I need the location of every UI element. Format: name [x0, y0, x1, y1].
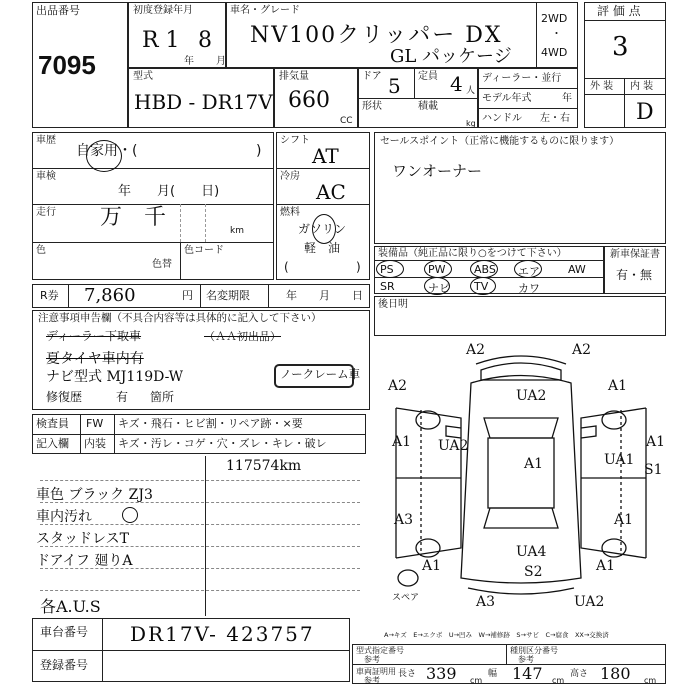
- dealer-label: ディーラー・並行: [482, 73, 562, 84]
- displacement-value: 660: [288, 88, 330, 113]
- capacity-label: 定員: [418, 71, 438, 82]
- notes-label: 注意事項申告欄（不具合内容等は具体的に記入して下さい）: [38, 312, 322, 324]
- equip-item: PS: [380, 263, 394, 276]
- interior-grade: D: [636, 100, 654, 125]
- interior-label: 内 装: [630, 81, 654, 92]
- drive-4wd: 4WD: [541, 46, 568, 59]
- latter-box: [374, 296, 666, 336]
- category-label: 種別区分番号: [510, 646, 558, 655]
- equip-item: ABS: [474, 263, 496, 276]
- model-year-unit: 年: [562, 93, 572, 104]
- equip-circle: [470, 260, 498, 278]
- damage-mark: A2: [466, 342, 486, 358]
- gasoline-circle: [312, 214, 336, 244]
- exterior-label: 外 装: [590, 81, 614, 92]
- name-change-label: 名変期限: [206, 289, 250, 302]
- equip-item: SR: [380, 280, 395, 293]
- reg-no-label: 登録番号: [40, 658, 89, 672]
- handle-label: ハンドル: [482, 113, 522, 124]
- damage-mark: A1: [524, 456, 544, 472]
- repair-paren: 箇所: [150, 390, 175, 404]
- equip-circle: [424, 277, 450, 295]
- damage-mark: A1: [392, 434, 412, 450]
- model-label: 車名・グレード: [230, 5, 300, 16]
- model-code: HBD - DR17V: [134, 90, 273, 114]
- struck-dealer: ディーラー下取車: [46, 329, 142, 343]
- doors-value: 5: [388, 74, 401, 98]
- width-value: 147: [512, 664, 543, 683]
- latter-label: 後日明: [378, 299, 408, 310]
- color-change-label: 色替: [152, 259, 172, 270]
- length-value: 339: [426, 664, 457, 683]
- car-damage-diagram: [376, 338, 666, 608]
- equip-item: エア: [518, 265, 540, 278]
- damage-mark: UA4: [516, 544, 547, 560]
- drive-dot: ・: [551, 27, 562, 40]
- load-label: 積載: [418, 101, 438, 112]
- interior-items-label: 内装: [84, 437, 106, 450]
- length-cm: cm: [470, 676, 483, 685]
- sales-point-value: ワンオーナー: [392, 162, 483, 180]
- history-label: 車歴: [36, 135, 56, 146]
- damage-mark: A1: [608, 378, 628, 394]
- equip-item: TV: [474, 280, 489, 293]
- no-claim-label: ノークレーム車: [280, 367, 361, 381]
- chassis-value: DR17V- 423757: [130, 622, 315, 646]
- type-no-label: 型式指定番号: [356, 646, 404, 655]
- score-value: 3: [612, 32, 629, 62]
- dirt-mark-circle: [122, 507, 138, 523]
- fuel-label: 燃料: [280, 207, 300, 218]
- private-use-circle: [86, 140, 122, 172]
- mileage-label: 走行: [36, 207, 56, 218]
- warranty-value: 有・無: [616, 268, 653, 282]
- aircon-label: 冷房: [280, 171, 300, 182]
- reg-year-unit: 年: [184, 56, 194, 67]
- color-code-label: 色コード: [184, 245, 224, 256]
- diagram-legend: A→キズ E→エクボ U→凹み W→補修跡 S→サビ C→腐食 XX→交換済: [384, 631, 609, 639]
- reg-month-unit: 月: [216, 56, 226, 67]
- size-ref: 参考: [364, 676, 380, 685]
- damage-mark: A3: [476, 594, 496, 608]
- kg-unit: kg: [466, 119, 476, 128]
- mileage-value: 万 千: [100, 205, 167, 230]
- damage-mark: A1: [422, 558, 442, 574]
- category-ref: 参考: [518, 655, 534, 664]
- damage-mark: UA2: [516, 388, 547, 404]
- damage-mark: UA1: [604, 452, 635, 468]
- equip-circle: [470, 277, 496, 295]
- length-label: 長さ: [398, 669, 417, 679]
- note-navi: ナビ型式 MJ119D-W: [46, 369, 183, 385]
- reg-label: 初度登録年月: [133, 5, 193, 16]
- size-label: 車両証明用: [356, 667, 396, 676]
- fw-items: キズ・飛石・ヒビ割・リペア跡・×要: [118, 417, 303, 430]
- lot-label: 出品番号: [36, 4, 80, 17]
- model-code-label: 型式: [133, 71, 153, 82]
- damage-mark: A1: [596, 558, 616, 574]
- fuel-diesel: 軽 油: [304, 241, 341, 255]
- reg-era: R 1: [142, 28, 180, 53]
- fw-label: FW: [86, 417, 104, 430]
- grade: GL パッケージ: [390, 46, 512, 67]
- doors-label: ドア: [362, 71, 382, 82]
- shift-value: AT: [312, 144, 339, 168]
- equip-item: AW: [568, 263, 586, 276]
- height-cm: cm: [644, 676, 657, 685]
- interior-items: キズ・汚レ・コゲ・穴・ズレ・キレ・破レ: [118, 437, 327, 450]
- recycle-value: 7,860: [84, 285, 136, 306]
- hw-mileage: 117574km: [226, 458, 302, 474]
- model-year-label: モデル年式: [482, 93, 532, 104]
- damage-mark: A2: [388, 378, 408, 394]
- width-cm: cm: [552, 676, 565, 685]
- capacity-value: 4: [450, 72, 463, 96]
- car-name: NV100クリッパー DX: [250, 23, 503, 48]
- struck-aa: （ＡＡ初出品）: [204, 330, 281, 343]
- equip-circle: [514, 260, 542, 278]
- equip-item: カワ: [518, 282, 540, 295]
- shift-label: シフト: [280, 135, 310, 146]
- equip-item: ナビ: [428, 282, 450, 295]
- shape-label: 形状: [362, 101, 382, 112]
- damage-mark: S2: [524, 564, 543, 580]
- inspector-label: 検査員: [36, 417, 69, 430]
- hw-color: 車色 ブラック ZJ3: [36, 487, 153, 503]
- hw-interior-dirt: 車内汚れ: [36, 509, 92, 525]
- equip-circle: [376, 260, 404, 278]
- recycle-label: R券: [40, 289, 59, 302]
- sales-point-label: セールスポイント（正常に機能するものに限ります）: [380, 136, 620, 147]
- fuel-paren-open: (: [284, 260, 289, 274]
- persons-unit: 人: [466, 86, 476, 96]
- handle-value: 左・右: [540, 113, 570, 124]
- damage-mark: A3: [394, 512, 414, 528]
- equipment-label: 装備品（純正品に限り○をつけて下さい）: [378, 248, 567, 259]
- score-label: 評 価 点: [597, 4, 641, 18]
- aircon-value: AC: [316, 180, 346, 204]
- damage-mark: UA2: [438, 438, 469, 454]
- note-summer-tire: 夏タイヤ車内有: [46, 351, 144, 367]
- damage-mark: A2: [572, 342, 592, 358]
- height-value: 180: [600, 664, 631, 683]
- entry-label: 記入欄: [36, 437, 69, 450]
- history-value: 自家用・(: [76, 143, 138, 159]
- type-no-ref: 参考: [364, 655, 380, 664]
- inspection-label: 車検: [36, 171, 56, 182]
- name-change-date: 年 月 日: [286, 289, 363, 302]
- damage-mark: A1: [646, 434, 666, 450]
- width-label: 幅: [488, 669, 498, 679]
- cc-unit: CC: [340, 116, 353, 126]
- damage-mark: S1: [644, 462, 663, 478]
- damage-mark: UA2: [574, 594, 605, 608]
- recycle-yen: 円: [182, 289, 193, 302]
- fuel-paren-close: ): [356, 260, 361, 274]
- chassis-label: 車台番号: [40, 625, 89, 639]
- drive-2wd: 2WD: [541, 12, 568, 25]
- damage-mark: A1: [614, 512, 634, 528]
- spare-label: スペア: [392, 593, 420, 603]
- lot-number: 7095: [38, 50, 96, 80]
- height-label: 高さ: [570, 669, 589, 679]
- km-unit: km: [230, 226, 244, 236]
- fuel-gas: ガソリン: [298, 222, 347, 236]
- history-close-paren: ): [256, 143, 262, 159]
- inspection-value: 年 月( 日): [118, 184, 220, 199]
- equip-item: PW: [428, 263, 446, 276]
- displacement-label: 排気量: [279, 71, 309, 82]
- hw-signature: 各A.U.S: [40, 597, 101, 616]
- equip-circle: [424, 260, 452, 278]
- color-label: 色: [36, 245, 46, 256]
- hw-stud: スタッドレスT: [36, 531, 129, 547]
- hw-drive: ドアイフ 廻りA: [36, 553, 133, 569]
- sales-point-box: [374, 132, 666, 244]
- warranty-label: 新車保証書: [610, 249, 660, 260]
- reg-month: 8: [198, 28, 212, 53]
- repair-label: 修復歴: [46, 390, 83, 404]
- repair-value: 有: [116, 390, 129, 404]
